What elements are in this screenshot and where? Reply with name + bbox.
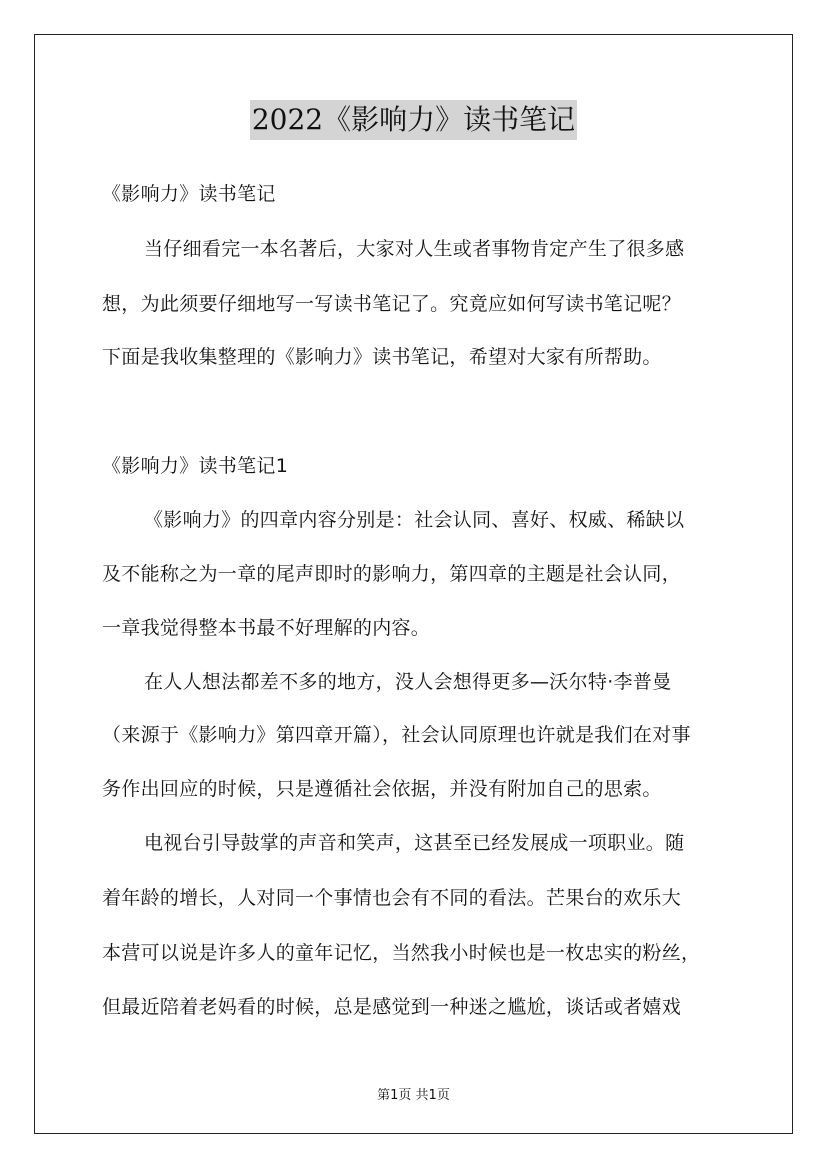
paragraph-line: 务作出回应的时候，只是遵循社会依据，并没有附加自己的思索。 bbox=[102, 778, 662, 800]
paragraph-line: 但最近陪着老妈看的时候，总是感觉到一种迷之尴尬，谈话或者嬉戏 bbox=[102, 996, 682, 1018]
title-container bbox=[0, 100, 827, 140]
paragraph-line: 在人人想法都差不多的地方，没人会想得更多—沃尔特·李普曼 bbox=[144, 671, 672, 693]
paragraph-line: 当仔细看完一本名著后，大家对人生或者事物肯定产生了很多感 bbox=[144, 238, 685, 260]
page-footer: 第1页 共1页 bbox=[377, 1088, 450, 1103]
paragraph-line: 及不能称之为一章的尾声即时的影响力，第四章的主题是社会认同， bbox=[102, 563, 682, 585]
paragraph-line: 一章我觉得整本书最不好理解的内容。 bbox=[102, 617, 431, 639]
paragraph-line: 想，为此须要仔细地写一写读书笔记了。究竟应如何写读书笔记呢？ bbox=[102, 293, 682, 315]
paragraph-line: 电视台引导鼓掌的声音和笑声，这甚至已经发展成一项职业。随 bbox=[144, 832, 685, 854]
paragraph-line: 下面是我收集整理的《影响力》读书笔记，希望对大家有所帮助。 bbox=[102, 346, 662, 368]
paragraph-line: 本营可以说是许多人的童年记忆，当然我小时候也是一枚忠实的粉丝， bbox=[102, 942, 701, 964]
document-title: 2022《影响力》读书笔记 bbox=[250, 100, 577, 140]
paragraph-line: 着年龄的增长，人对同一个事情也会有不同的看法。芒果台的欢乐大 bbox=[102, 887, 682, 909]
section-heading-intro: 《影响力》读书笔记 bbox=[102, 183, 276, 205]
paragraph-line: （来源于《影响力》第四章开篇），社会认同原理也许就是我们在对事 bbox=[102, 724, 691, 746]
section-heading-1: 《影响力》读书笔记1 bbox=[102, 455, 289, 477]
paragraph-line: 《影响力》的四章内容分别是：社会认同、喜好、权威、稀缺以 bbox=[144, 509, 685, 531]
